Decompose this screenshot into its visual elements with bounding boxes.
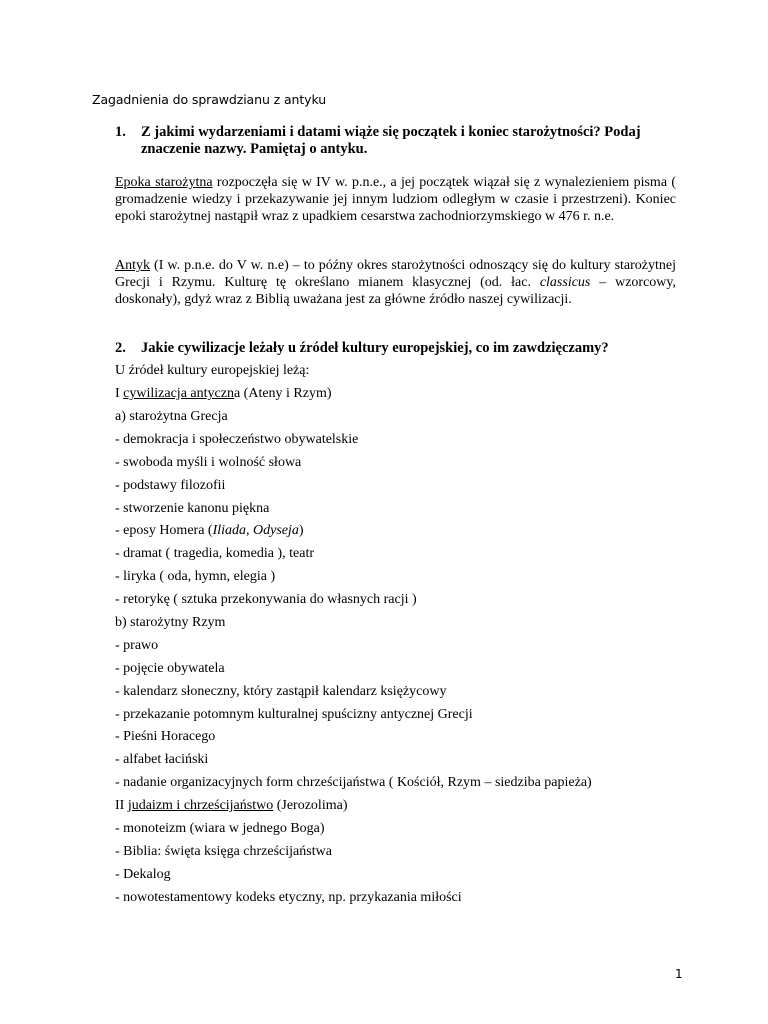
paragraph-epoka — [115, 174, 676, 225]
title-iliada: Iliada — [212, 523, 247, 538]
list-item: - retorykę ( sztuka przekonywania do własnych racji ) — [115, 592, 417, 607]
page-number: 1 — [675, 967, 683, 981]
list-item: - nadanie organizacyjnych form chrześcijaństwa ( Kościół, Rzym – siedziba papieża) — [115, 775, 592, 790]
list-item: - podstawy filozofii — [115, 478, 226, 493]
paragraph-antyk-text-a: (I w. p.n.e. do V w. n.e) – to późny okres starożytności odnoszący się do kultury starożytnej Grecji i Rzymu. Kulturę tę określano mianem klasycznej (od. łac. — [115, 258, 676, 290]
list-item: - dramat ( tragedia, komedia ), teatr — [115, 546, 315, 561]
civilization-1-suffix: a (Ateny i Rzym) — [233, 386, 332, 401]
list-item: - prawo — [115, 638, 159, 653]
list-item: - monoteizm (wiara w jednego Boga) — [115, 821, 325, 836]
list-item: - Pieśni Horacego — [115, 729, 216, 744]
rome-heading: b) starożytny Rzym — [115, 615, 226, 630]
civilization-2-suffix: (Jerozolima) — [273, 798, 348, 813]
list-item: - kalendarz słoneczny, który zastąpił kalendarz księżycowy — [115, 684, 447, 699]
question-1-number: 1. — [115, 124, 126, 140]
term-epoka-starozytna: Epoka starożytna — [115, 175, 213, 190]
list-intro: U źródeł kultury europejskiej leżą: — [115, 363, 310, 378]
list-item: - demokracja i społeczeństwo obywatelskie — [115, 432, 359, 447]
title-odyseja: Odyseja — [253, 523, 299, 538]
list-item: - Biblia: święta księga chrześcijaństwa — [115, 844, 332, 859]
civilization-1-heading — [115, 385, 332, 402]
question-1 — [115, 124, 675, 158]
list-item: - pojęcie obywatela — [115, 661, 225, 676]
list-item-homer — [115, 522, 304, 539]
paragraph-antyk-text-b: – wzorcowy, doskonały), gdyż wraz z Biblią uważana jest za główne źródło naszej cywilizacji. — [115, 275, 676, 307]
term-classicus: classicus — [539, 275, 591, 290]
list-item: - nowotestamentowy kodeks etyczny, np. przykazania miłości — [115, 890, 462, 905]
document-title: Zagadnienia do sprawdzianu z antyku — [92, 92, 327, 107]
greece-heading: a) starożytna Grecja — [115, 409, 228, 424]
list-item: - liryka ( oda, hymn, elegia ) — [115, 569, 276, 584]
list-item: - stworzenie kanonu piękna — [115, 501, 270, 516]
civilization-1-numeral: I — [115, 386, 124, 401]
civilization-1-underlined: cywilizacja antyczn — [123, 386, 234, 401]
list-item: - alfabet łaciński — [115, 752, 209, 767]
paragraph-epoka-text: rozpoczęła się w IV w. p.n.e., a jej początek wiązał się z wynalezieniem pisma ( gromadzenie wiedzy i przekazywanie jej innym ludziom odległym w czasie i przestrzeni). Koniec epoki starożytnej nastąpił wraz z upadkiem cesarstwa zachodniorzymskiego w 476 r. n.e. — [115, 175, 677, 224]
list-item: - przekazanie potomnym kulturalnej spuścizny antycznej Grecji — [115, 707, 473, 722]
civilization-2-underlined: judaizm i chrześcijaństwo — [127, 798, 274, 813]
homer-separator: , — [246, 523, 254, 538]
list-item: - Dekalog — [115, 867, 171, 882]
question-2-number: 2. — [115, 340, 126, 356]
term-antyk: Antyk — [115, 258, 150, 273]
list-item: - swoboda myśli i wolność słowa — [115, 455, 302, 470]
question-2 — [115, 340, 675, 357]
question-2-text: Jakie cywilizacje leżały u źródeł kultury europejskiej, co im zawdzięczamy? — [141, 340, 609, 356]
homer-prefix: - eposy Homera ( — [115, 523, 213, 538]
paragraph-antyk — [115, 257, 676, 308]
civilization-2-heading — [115, 797, 347, 814]
question-1-text: Z jakimi wydarzeniami i datami wiąże się początek i koniec starożytności? Podaj znaczenie nazwy. Pamiętaj o antyku. — [141, 124, 641, 157]
homer-suffix: ) — [298, 523, 304, 538]
civilization-2-numeral: II — [115, 798, 128, 813]
